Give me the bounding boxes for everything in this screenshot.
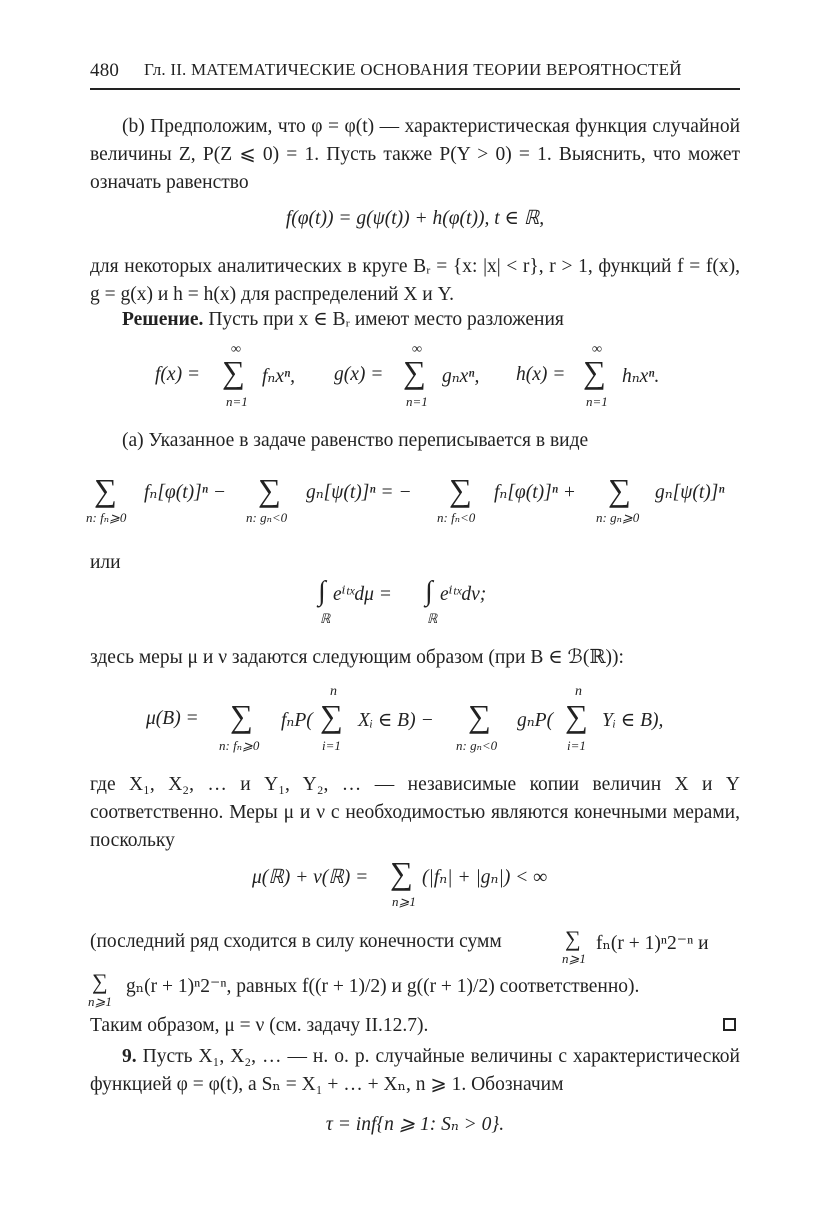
eq5-sub-1: n: fₙ⩾0 (219, 738, 260, 753)
eq2-sup-3: ∞ (592, 342, 602, 357)
eq5-t2: gₙP( (517, 710, 554, 731)
eq3-t4: gₙ[ψ(t)]ⁿ (655, 482, 725, 503)
eq5-sup-1: n (330, 684, 337, 699)
eq2-sum-1: ∑ (222, 354, 245, 390)
eq5-sub-i-2: i=1 (567, 738, 586, 753)
problem-9-text: Пусть X₁, X₂, … — н. о. р. случайные величины с характеристической функцией φ = φ(t), а Sₙ = X₁ + … + Xₙ, n ⩾ 1. Обозначим (90, 1046, 740, 1095)
eq4-int-2: ∫ (425, 576, 433, 607)
eq5-sum-2: ∑ (468, 698, 491, 734)
eq5-sum-1: ∑ (230, 698, 253, 734)
solution-label: Решение. (122, 309, 204, 330)
eq6-sum: ∑ (390, 855, 413, 891)
eq2-sup-1: ∞ (231, 342, 241, 357)
eq2-h-term: hₙxⁿ. (622, 366, 660, 387)
running-head: Гл. II. МАТЕМАТИЧЕСКИЕ ОСНОВАНИЯ ТЕОРИИ ВЕРОЯТНОСТЕЙ (144, 60, 682, 79)
problem-9 (90, 1043, 740, 1099)
eq3-sub-4: n: gₙ⩾0 (596, 510, 640, 525)
solution-text: Пусть при x ∈ Bᵣ имеют место разложения (203, 309, 564, 330)
eq3-sum-2: ∑ (258, 472, 281, 508)
eq5-lhs: μ(B) = (146, 708, 199, 729)
eq5-t1: fₙP( (281, 710, 313, 731)
eq3-t2: gₙ[ψ(t)]ⁿ = − (306, 482, 412, 503)
eq3-t3: fₙ[φ(t)]ⁿ + (494, 482, 576, 503)
series-sub-2: n⩾1 (88, 994, 112, 1009)
eq6-lhs: μ(ℝ) + ν(ℝ) = (252, 867, 369, 888)
eq5-sum-inner-2: ∑ (565, 698, 588, 734)
eq3-sub-3: n: fₙ<0 (437, 510, 476, 525)
qed-square-icon (723, 1018, 736, 1031)
eq5-sub-i-1: i=1 (322, 738, 341, 753)
eq2-f-term: fₙxⁿ, (262, 366, 295, 387)
eq3-sub-2: n: gₙ<0 (246, 510, 288, 525)
eq4-sub-2: ℝ (427, 611, 438, 626)
eq2-f: f(x) = (155, 364, 201, 385)
eq3-sub-1: n: fₙ⩾0 (86, 510, 127, 525)
eq2-g: g(x) = (334, 364, 384, 385)
equation-1: f(φ(t)) = g(ψ(t)) + h(φ(t)), t ∈ ℝ, (285, 208, 545, 229)
eq2-sub-1: n=1 (226, 394, 248, 409)
eq2-sum-3: ∑ (583, 354, 606, 390)
eq5-sup-2: n (575, 684, 582, 699)
series-term-1: fₙ(r + 1)ⁿ2⁻ⁿ и (596, 933, 709, 954)
eq5-sub-2: n: gₙ<0 (456, 738, 498, 753)
series-sub-1: n⩾1 (562, 951, 586, 966)
solution-paragraph (90, 306, 740, 334)
paragraph-b: (b) Предположим, что φ = φ(t) — характеристическая функция случайной величины Z, P(Z ⩽ 0) = 1. Пусть также P(Y > 0) = 1. Выяснить, что может означать равенство (90, 116, 740, 193)
page-header (90, 60, 740, 86)
series-sum-1: ∑ (565, 926, 581, 951)
eq2-sub-3: n=1 (586, 394, 608, 409)
eq2-sup-2: ∞ (412, 342, 422, 357)
eq4-int-1: ∫ (318, 576, 326, 607)
paragraph-analytic: для некоторых аналитических в круге Bᵣ = {x: |x| < r}, r > 1, функций f = f(x), g = g(x) и h = h(x) для распределений X и Y. (90, 256, 740, 305)
eq2-sum-2: ∑ (403, 354, 426, 390)
series-line-1: (последний ряд сходится в силу конечности сумм (90, 931, 502, 952)
series-line-2: gₙ(r + 1)ⁿ2⁻ⁿ, равных f((r + 1)/2) и g((r + 1)/2) соответственно). (126, 976, 640, 997)
eq3-t1: fₙ[φ(t)]ⁿ − (144, 482, 226, 503)
eq2-sub-2: n=1 (406, 394, 428, 409)
eq4-sub-1: ℝ (320, 611, 331, 626)
paragraph-measures: здесь меры μ и ν задаются следующим образом (при B ∈ ℬ(ℝ)): (90, 647, 624, 668)
eq3-sum-3: ∑ (449, 472, 472, 508)
series-sum-2: ∑ (92, 969, 108, 994)
eq5-inner-1: Xᵢ ∈ B) − (358, 710, 434, 731)
or-text: или (90, 552, 121, 573)
eq6-sub: n⩾1 (392, 894, 416, 909)
problem-9-label: 9. (122, 1046, 137, 1067)
page-number: 480 (90, 60, 120, 81)
equation-7: τ = inf{n ⩾ 1: Sₙ > 0}. (325, 1114, 505, 1135)
eq4-left: eⁱᵗˣdμ = (333, 584, 392, 605)
paragraph-a: (a) Указанное в задаче равенство переписывается в виде (122, 430, 589, 451)
eq3-sum-1: ∑ (94, 472, 117, 508)
series-line-3: Таким образом, μ = ν (см. задачу II.12.7). (90, 1015, 429, 1036)
eq2-h: h(x) = (516, 364, 566, 385)
eq6-rhs: (|fₙ| + |gₙ|) < ∞ (422, 867, 548, 888)
eq3-sum-4: ∑ (608, 472, 631, 508)
eq2-g-term: gₙxⁿ, (442, 366, 480, 387)
paragraph-copies: где X₁, X₂, … и Y₁, Y₂, … — независимые копии величин X и Y соответственно. Меры μ и ν с необходимостью являются конечными мерами, поскольку (90, 774, 740, 851)
eq5-inner-2: Yᵢ ∈ B), (602, 710, 664, 731)
eq4-right: eⁱᵗˣdν; (440, 584, 487, 605)
eq5-sum-inner-1: ∑ (320, 698, 343, 734)
header-rule (90, 88, 740, 90)
